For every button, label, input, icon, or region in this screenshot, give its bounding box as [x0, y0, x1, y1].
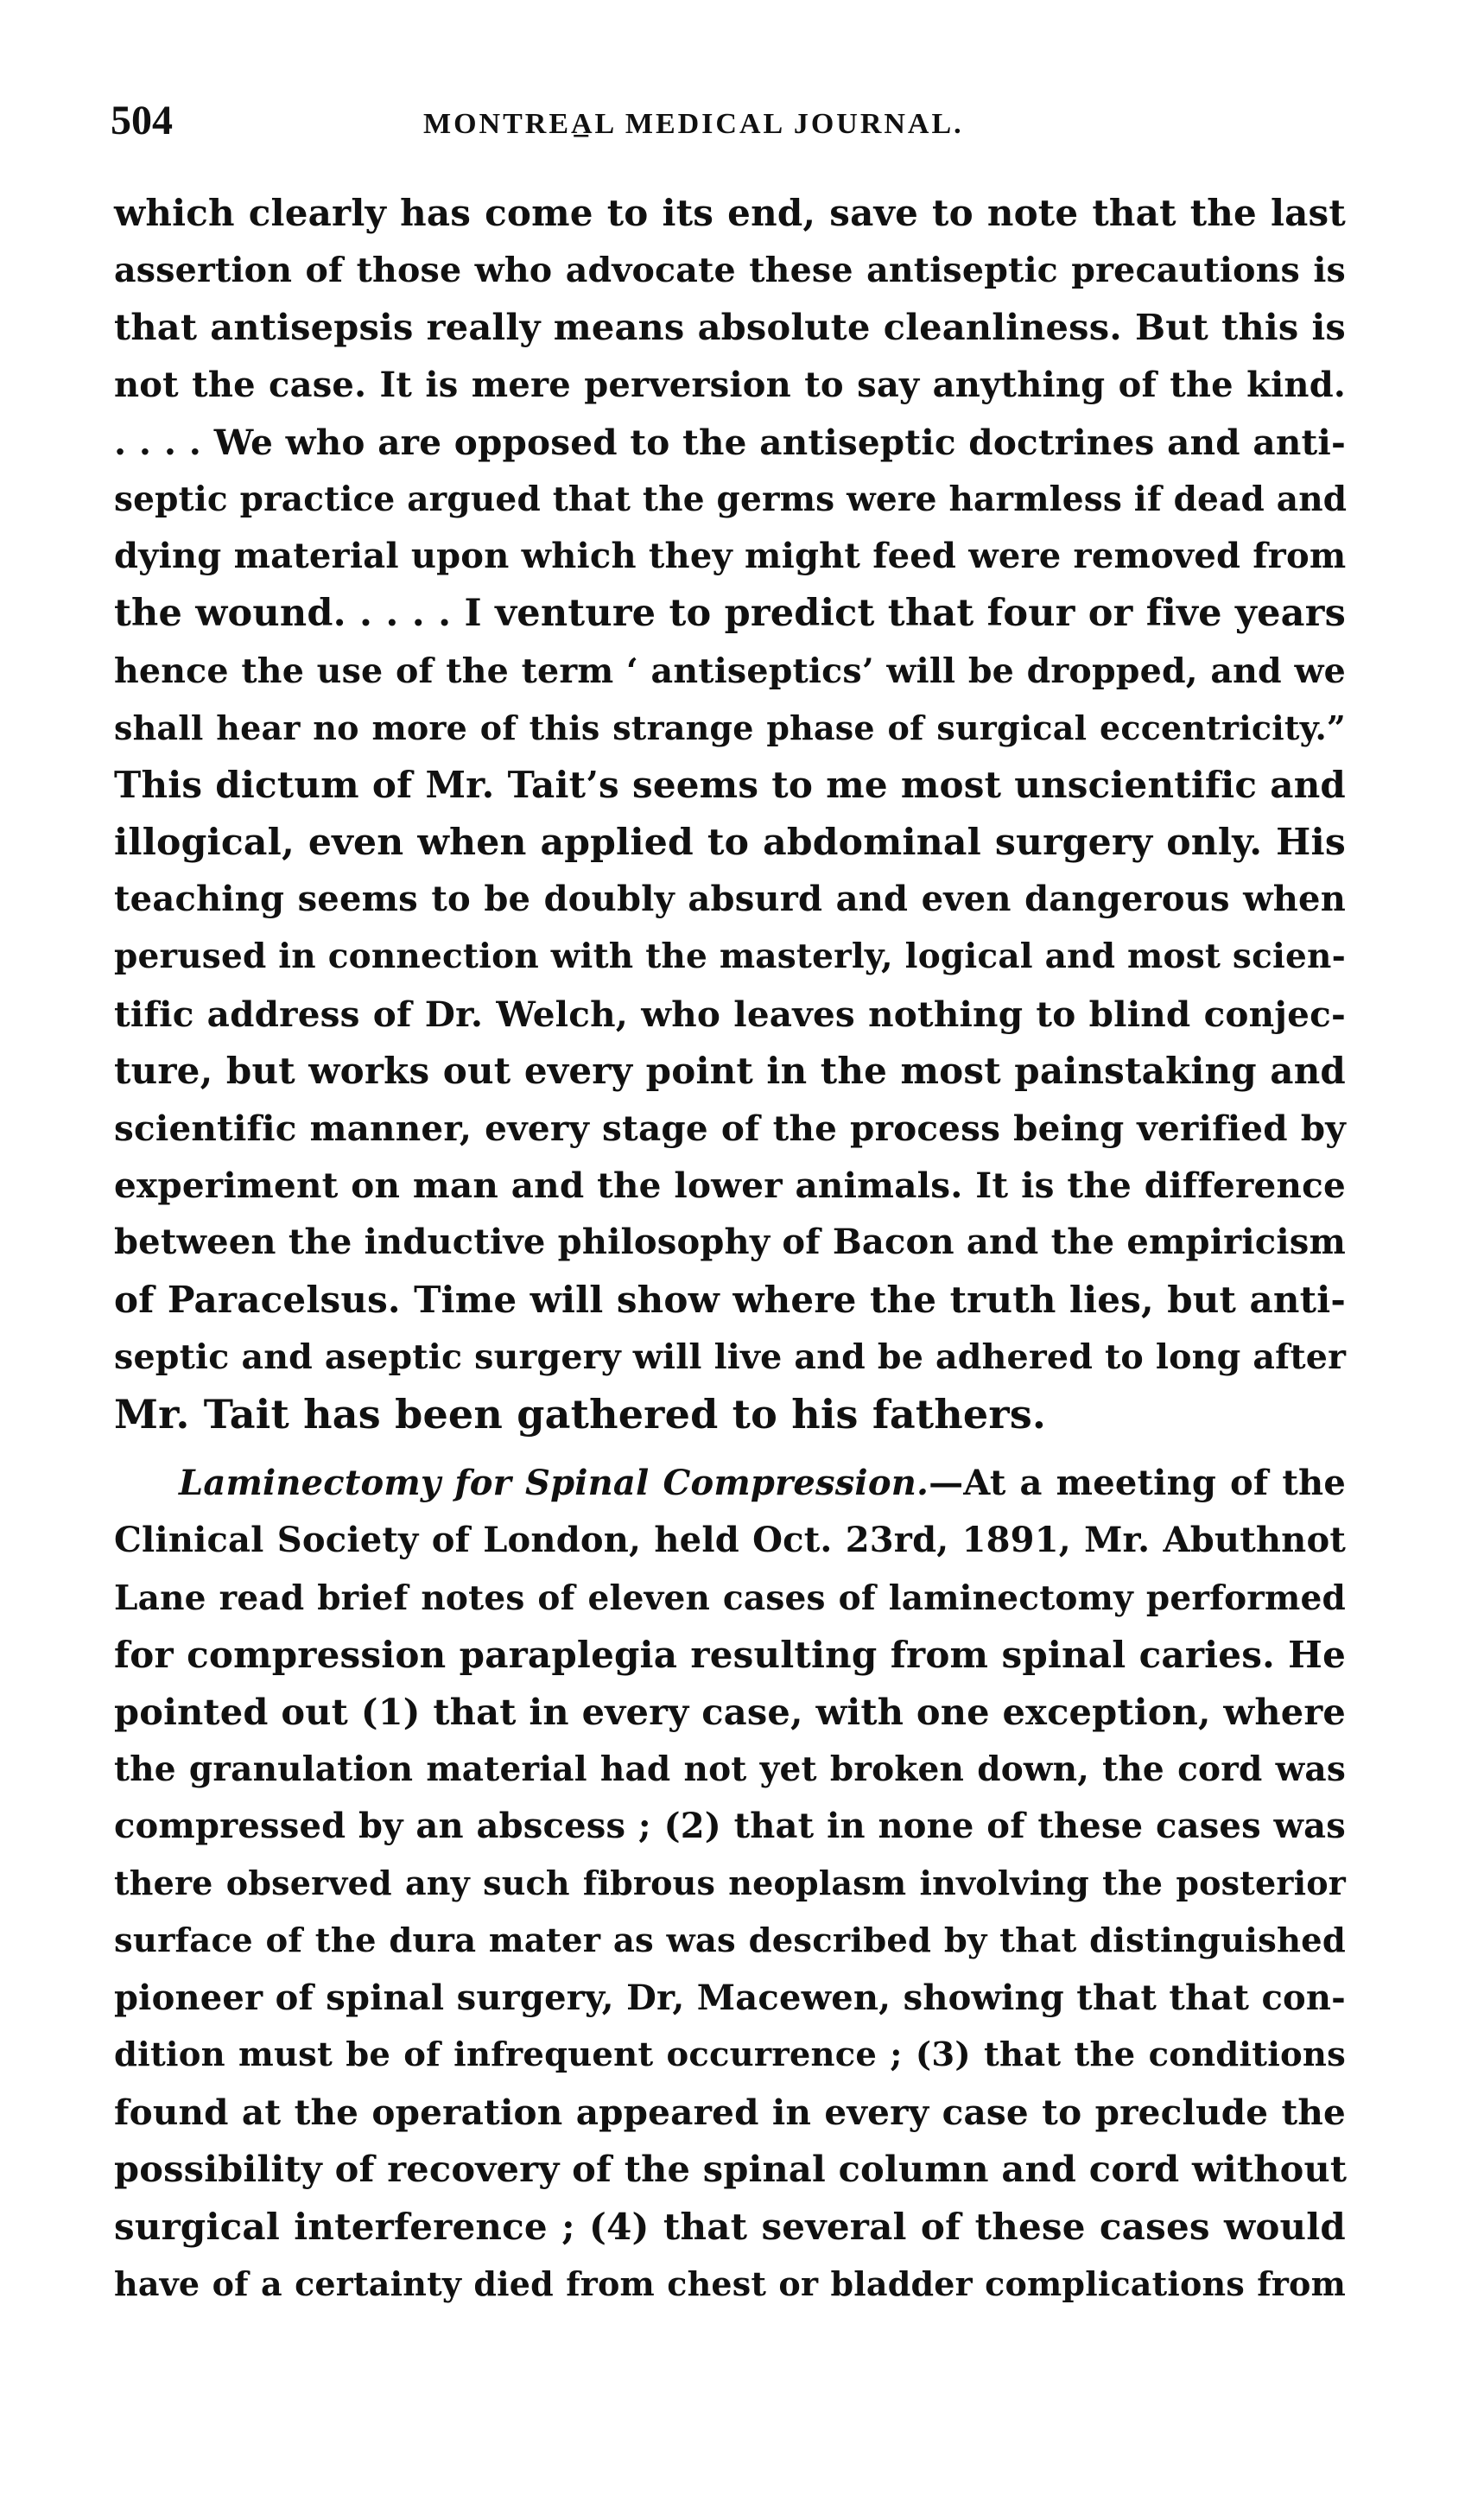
text-line: possibility of recovery of the spinal column and cord without: [114, 2148, 1348, 2191]
text-line: surface of the dura mater as was described by that distinguished: [114, 1920, 1346, 1960]
text-line: between the inductive philosophy of Bacon and the empiricism: [114, 1222, 1346, 1263]
paragraph-laminectomy: [114, 1455, 1346, 2313]
text-line: for compression paraplegia resulting from spinal caries. He: [114, 1633, 1346, 1676]
text-line: that antisepsis really means absolute cleanliness. But this is: [114, 306, 1346, 349]
text-line: septic and aseptic surgery will live and be adhered to long after: [114, 1336, 1347, 1377]
text-line: dition must be of infrequent occurrence ; (3) that the conditions: [114, 2035, 1346, 2074]
text-line: Lane read brief notes of eleven cases of laminectomy performed: [114, 1578, 1346, 1618]
section-heading: Laminectomy for Spinal Compression.: [179, 1463, 929, 1504]
text-line: teaching seems to be doubly absurd and even dangerous when: [114, 879, 1346, 920]
text-line: scientific manner, every stage of the process being verified by: [114, 1108, 1346, 1149]
text-line: pointed out (1) that in every case, with one exception, where: [114, 1690, 1346, 1733]
text-line: have of a certainty died from chest or bladder complications from: [114, 2263, 1346, 2303]
text-line: there observed any such fibrous neoplasm involving the posterior: [114, 1863, 1346, 1903]
text-line: This dictum of Mr. Tait’s seems to me most unscientific and: [114, 763, 1346, 806]
text-line: compressed by an abscess ; (2) that in none of these cases was: [114, 1806, 1346, 1847]
text-line: septic practice argued that the germs were harmless if dead and: [114, 479, 1348, 519]
text-line: experiment on man and the lower animals. It is the difference: [114, 1165, 1346, 1207]
text-line: hence the use of the term ‘ antiseptics’ will be dropped, and we: [114, 651, 1346, 691]
text-line: ture, but works out every point in the most painstaking and: [114, 1049, 1346, 1092]
text-line: shall hear no more of this strange phase of surgical eccentricity.”: [114, 708, 1346, 747]
text-line: . . . . We who are opposed to the antiseptic doctrines and anti-: [114, 421, 1346, 463]
text-line: dying material upon which they might feed were removed from: [114, 536, 1347, 577]
text-line: found at the operation appeared in every case to preclude the: [114, 2092, 1346, 2134]
body-text: [114, 185, 1346, 2313]
text-line: of Paracelsus. Time will show where the truth lies, but anti-: [114, 1278, 1346, 1321]
page-number: 504: [111, 98, 173, 143]
text-line: tific address of Dr. Welch, who leaves nothing to blind conjec-: [114, 993, 1346, 1035]
journal-title: MONTREA̲L MEDICAL JOURNAL.: [423, 108, 964, 140]
text-line: surgical interference ; (4) that several of these cases would: [114, 2205, 1346, 2248]
text-line: which clearly has come to its end, save to note that the last: [114, 192, 1346, 234]
text-line: assertion of those who advocate these antiseptic precautions is: [114, 251, 1346, 291]
text-line: illogical, even when applied to abdominal surgery only. His: [114, 821, 1346, 865]
text-line: the wound. . . . . I venture to predict that four or five years: [114, 592, 1346, 636]
section-first-line: [114, 1455, 1346, 1512]
text-line: pioneer of spinal surgery, Dr, Macewen, showing that that con-: [114, 1977, 1346, 2018]
section-first-line-text: —At a meeting of the: [929, 1463, 1346, 1504]
text-line: Clinical Society of London, held Oct. 23rd, 1891, Mr. Abuthnot: [114, 1520, 1346, 1561]
text-line: not the case. It is mere perversion to say anything of the kind.: [114, 364, 1346, 405]
paragraph-tait-dictum: [114, 185, 1346, 1443]
running-head: [111, 93, 1346, 149]
text-line: perused in connection with the masterly, logical and most scien-: [114, 936, 1346, 977]
text-line: the granulation material had not yet broken down, the cord was: [114, 1749, 1346, 1790]
text-line: Mr. Tait has been gathered to his fathers.: [114, 1390, 1047, 1438]
